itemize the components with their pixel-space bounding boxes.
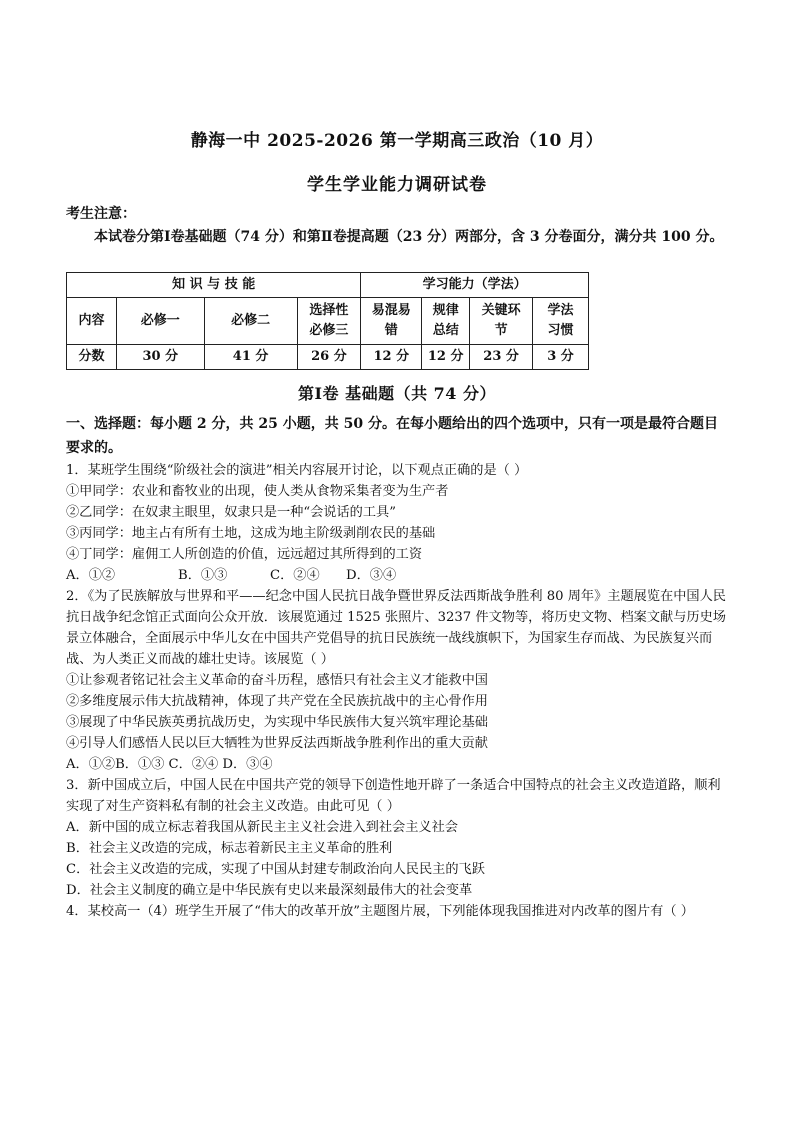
- cell-line: 选择性: [309, 303, 349, 318]
- table-cell: 必修一: [116, 298, 204, 345]
- choice-c: C．②④: [270, 568, 320, 583]
- table-group-header: 知 识 与 技 能: [67, 273, 361, 298]
- table-row: [67, 298, 589, 345]
- statement: ④引导人们感悟人民以巨大牺牲为世界反法西斯战争胜利作出的重大贡献: [66, 736, 488, 751]
- cell-line: 必修三: [309, 323, 349, 338]
- choice-a: A．①②: [66, 568, 116, 583]
- statement: ④丁同学：雇佣工人所创造的价值，远远超过其所得到的工资: [66, 547, 423, 562]
- cell-line: 易混易: [371, 303, 411, 318]
- table-cell: 12 分: [361, 345, 422, 370]
- question-stem: 4．某校高一（4）班学生开展了“伟大的改革开放”主题图片展，下列能体现我国推进对内改革的图片有（ ）: [66, 904, 694, 919]
- question-list: [66, 460, 730, 922]
- choice-d: D．社会主义制度的确立是中华民族有史以来最深刻最伟大的社会变革: [66, 883, 473, 898]
- choice-c: C．社会主义改造的完成，实现了中国从封建专制政治向人民民主的飞跃: [66, 862, 485, 877]
- statement: ③展现了中华民族英勇抗战历史，为实现中华民族伟大复兴筑牢理论基础: [66, 715, 488, 730]
- table-cell: [361, 298, 422, 345]
- table-row: [67, 345, 589, 370]
- table-row: [67, 273, 589, 298]
- statement: ③丙同学：地主占有所有土地，这成为地主阶级剥削农民的基础: [66, 526, 436, 541]
- cell-line: 规律: [432, 303, 459, 318]
- table-cell: [422, 298, 470, 345]
- statement: ①甲同学：农业和畜牧业的出现，使人类从食物采集者变为生产者: [66, 484, 449, 499]
- statement: ①让参观者铭记社会主义革命的奋斗历程，感悟只有社会主义才能救中国: [66, 673, 488, 688]
- section-title: 第Ⅰ卷 基础题（共 74 分）: [298, 384, 496, 403]
- table-cell: 23 分: [470, 345, 533, 370]
- table-row-label: 内容: [67, 298, 117, 345]
- statement: ②乙同学：在奴隶主眼里，奴隶只是一种“会说话的工具”: [66, 505, 396, 520]
- exam-subtitle: 学生学业能力调研试卷: [307, 175, 487, 195]
- table-cell: 必修二: [204, 298, 297, 345]
- cell-line: 习惯: [547, 323, 574, 338]
- table-cell: [533, 298, 589, 345]
- table-cell: 12 分: [422, 345, 470, 370]
- table-cell: 3 分: [533, 345, 589, 370]
- cell-line: 节: [494, 323, 508, 338]
- table-cell: 30 分: [116, 345, 204, 370]
- score-distribution-table: [66, 272, 589, 370]
- choice-d: D．③④: [346, 568, 397, 583]
- statement: ②多维度展示伟大抗战精神，体现了共产党在全民族抗战中的主心骨作用: [66, 694, 488, 709]
- question-stem: 3．新中国成立后，中国人民在中国共产党的领导下创造性地开辟了一条适合中国特点的社会主义改造道路，顺利实现了对生产资料私有制的社会主义改造。由此可见（ ）: [66, 778, 721, 814]
- cell-line: 学法: [547, 303, 574, 318]
- notice-text: 本试卷分第Ⅰ卷基础题（74 分）和第Ⅱ卷提高题（23 分）两部分，含 3 分卷面分，满分共 100 分。: [94, 229, 724, 245]
- table-cell: [297, 298, 361, 345]
- exam-title: 静海一中 2025-2026 第一学期高三政治（10 月）: [190, 131, 604, 151]
- notice-label: 考生注意：: [66, 206, 136, 222]
- question-stem: 2．《为了民族解放与世界和平——纪念中国人民抗日战争暨世界反法西斯战争胜利 80 周年》主题展览在中国人民抗日战争纪念馆正式面向公众开放．该展览通过 1525 张照片、3237 件文物等，将历史文物、档案文献与历史场景立体融合，全面展示中华儿女在中国共产党倡导的抗日民族统一战线旗帜下，为国家生存而战、为民族复兴而战、为人类正义而战的雄壮史诗。该展览（ ）: [66, 589, 726, 667]
- section-instructions: 一、选择题：每小题 2 分，共 25 小题，共 50 分。在每小题给出的四个选项中，只有一项是最符合题目要求的。: [66, 416, 718, 456]
- table-group-header: 学习能力（学法）: [361, 273, 589, 298]
- answer-choices: [66, 565, 730, 586]
- cell-line: 关键环: [481, 303, 521, 318]
- cell-line: 错: [384, 323, 398, 338]
- table-cell: 26 分: [297, 345, 361, 370]
- table-row-label: 分数: [67, 345, 117, 370]
- question-stem: 1．某班学生围绕“阶级社会的演进”相关内容展开讨论，以下观点正确的是（ ）: [66, 463, 528, 478]
- choice-b: B．①③: [178, 568, 228, 583]
- table-cell: [470, 298, 533, 345]
- choice-b: B．社会主义改造的完成，标志着新民主主义革命的胜利: [66, 841, 393, 856]
- answer-choices: A．①②B．①③ C．②④ D．③④: [66, 757, 273, 772]
- cell-line: 总结: [432, 323, 459, 338]
- table-cell: 41 分: [204, 345, 297, 370]
- choice-a: A．新中国的成立标志着我国从新民主主义社会进入到社会主义社会: [66, 820, 458, 835]
